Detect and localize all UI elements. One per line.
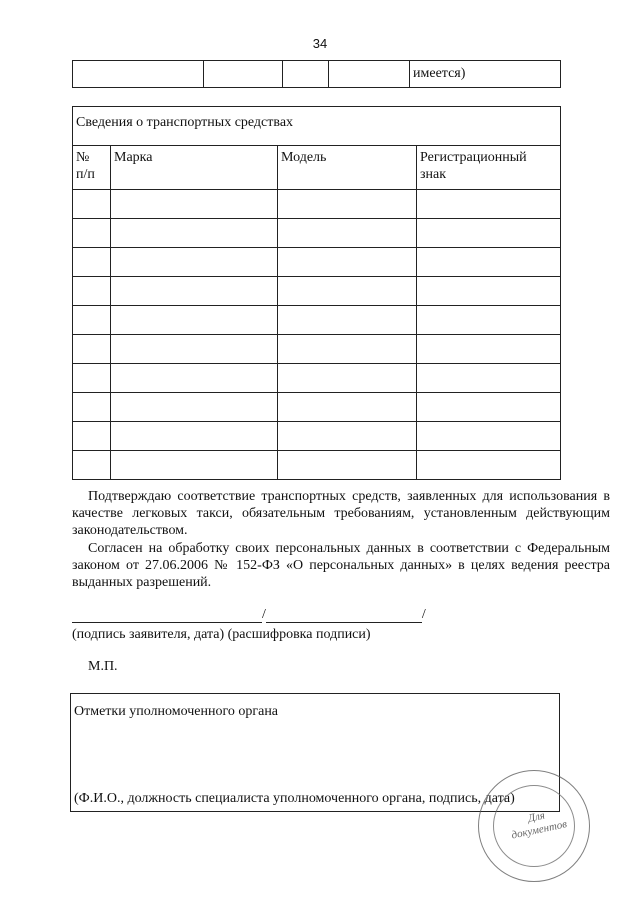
table-row bbox=[73, 393, 561, 422]
table-cell bbox=[73, 277, 111, 306]
authority-box-title: Отметки уполномоченного органа bbox=[74, 704, 279, 719]
table-cell bbox=[278, 335, 417, 364]
table-cell bbox=[278, 248, 417, 277]
confirmation-paragraph: Подтверждаю соответствие транспортных средств, заявленных для использования в качестве легковых такси, обязательным требованиям, установленным действующим законодательством. bbox=[72, 489, 610, 538]
table-row bbox=[73, 422, 561, 451]
table-cell bbox=[73, 364, 111, 393]
header-number: № п/п bbox=[73, 146, 111, 190]
table-row bbox=[73, 61, 561, 88]
table-cell bbox=[111, 219, 278, 248]
table-cell bbox=[73, 190, 111, 219]
table-cell bbox=[204, 61, 283, 88]
table-cell bbox=[73, 393, 111, 422]
signature-caption: (подпись заявителя, дата) (расшифровка подписи) bbox=[72, 627, 371, 642]
table-cell bbox=[278, 451, 417, 480]
vehicle-table bbox=[72, 106, 561, 480]
table-cell bbox=[111, 422, 278, 451]
table-cell bbox=[73, 219, 111, 248]
page-number: 34 bbox=[312, 36, 328, 51]
table-cell bbox=[417, 422, 561, 451]
table-cell bbox=[73, 451, 111, 480]
table-cell bbox=[329, 61, 410, 88]
table-row bbox=[73, 277, 561, 306]
signature-separator: / bbox=[262, 607, 266, 622]
consent-paragraph: Согласен на обработку своих персональных данных в соответствии с Федеральным законом от 27.06.2006 № 152-ФЗ «О персональных данных» в целях ведения реестра выданных разрешений. bbox=[72, 541, 610, 590]
table-cell bbox=[111, 335, 278, 364]
table-row bbox=[73, 248, 561, 277]
table-cell bbox=[111, 248, 278, 277]
header-registration: Регистрационный знак bbox=[417, 146, 561, 190]
table-cell bbox=[278, 364, 417, 393]
table-cell bbox=[278, 306, 417, 335]
table-cell bbox=[278, 219, 417, 248]
table-cell bbox=[73, 248, 111, 277]
table-cell bbox=[111, 393, 278, 422]
header-model: Модель bbox=[278, 146, 417, 190]
signature-line bbox=[72, 607, 426, 623]
stamp-label: М.П. bbox=[88, 659, 118, 674]
table-cell bbox=[417, 364, 561, 393]
table-cell bbox=[278, 393, 417, 422]
table-cell bbox=[111, 306, 278, 335]
header-brand: Марка bbox=[111, 146, 278, 190]
seal-stamp bbox=[478, 770, 590, 882]
table-cell bbox=[111, 451, 278, 480]
vehicle-rows bbox=[73, 190, 561, 480]
vehicle-table-title: Сведения о транспортных средствах bbox=[73, 107, 561, 146]
table-cell bbox=[73, 335, 111, 364]
table-cell bbox=[278, 277, 417, 306]
table-cell bbox=[278, 190, 417, 219]
table-row bbox=[73, 306, 561, 335]
table-cell bbox=[73, 61, 204, 88]
table-row bbox=[73, 451, 561, 480]
table-row bbox=[73, 190, 561, 219]
table-cell bbox=[417, 219, 561, 248]
table-row bbox=[73, 335, 561, 364]
table-cell bbox=[73, 422, 111, 451]
table-cell: имеется) bbox=[410, 61, 561, 88]
table-cell bbox=[417, 451, 561, 480]
table-cell bbox=[283, 61, 329, 88]
table-cell bbox=[417, 335, 561, 364]
signature-decoding-blank[interactable] bbox=[266, 607, 422, 623]
table-row bbox=[73, 364, 561, 393]
table-cell bbox=[111, 364, 278, 393]
vehicle-table-header bbox=[73, 146, 561, 190]
table-cell bbox=[111, 277, 278, 306]
authority-box-footer: (Ф.И.О., должность специалиста уполномоченного органа, подпись, дата) bbox=[74, 791, 515, 806]
table-cell bbox=[417, 248, 561, 277]
table-cell bbox=[417, 306, 561, 335]
table-cell bbox=[417, 190, 561, 219]
table-cell bbox=[417, 277, 561, 306]
table-cell bbox=[417, 393, 561, 422]
table-cell bbox=[111, 190, 278, 219]
table-cell bbox=[73, 306, 111, 335]
table-cell bbox=[278, 422, 417, 451]
signature-blank[interactable] bbox=[72, 607, 262, 623]
signature-end: / bbox=[421, 607, 426, 622]
carried-over-table-row bbox=[72, 60, 561, 88]
table-row bbox=[73, 219, 561, 248]
seal-text: Для документов bbox=[510, 809, 569, 842]
